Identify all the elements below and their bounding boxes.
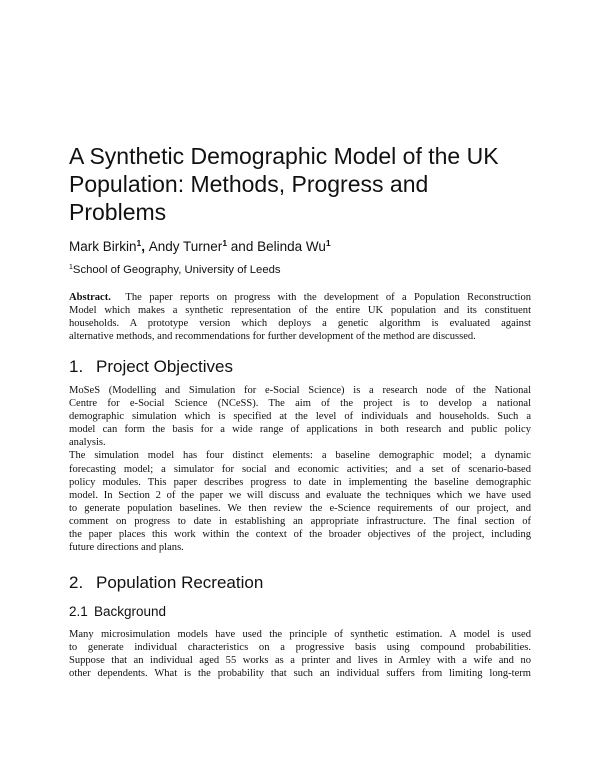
body-line: to generate population baselines. We then review the e-Science requirements of our project, and (69, 502, 531, 514)
paper-title (69, 142, 539, 226)
abstract-line (69, 291, 531, 304)
section-number: 2. (69, 573, 84, 592)
body-line: model. In Section 2 of the paper we will discuss and evaluate the techniques which we have used (69, 489, 531, 501)
author-name: Andy Turner (148, 239, 223, 254)
body-line: future directions and plans. (69, 542, 184, 554)
author-separator: and (227, 239, 258, 254)
abstract-text: The paper reports on progress with the development of a Population Reconstruction (110, 292, 531, 303)
section-title: Population Recreation (96, 573, 264, 592)
body-line: analysis. (69, 437, 106, 449)
author-list (69, 238, 331, 256)
affiliation (69, 263, 281, 277)
affiliation-marker: 1 (69, 264, 73, 271)
author-separator: , (141, 239, 149, 254)
affiliation-marker: 1 (222, 238, 228, 248)
abstract-line: Model which makes a synthetic representation of the entire UK population and its constituent (69, 305, 531, 317)
body-line: MoSeS (Modelling and Simulation for e-Social Science) is a research node of the National (69, 385, 531, 396)
author-name: Belinda Wu (257, 239, 326, 254)
abstract-label: Abstract. (69, 292, 111, 303)
section-heading (69, 357, 233, 377)
abstract (69, 291, 531, 343)
section-number: 1. (69, 357, 84, 376)
abstract-line: households. A prototype version which deploys a genetic algorithm is evaluated against (69, 318, 531, 330)
body-line: policy modules. This paper describes progress to date in implementing the baseline demographic (69, 476, 531, 488)
body-line: forecasting model; a simulator for social and economic activities; and a set of scenario-based (69, 463, 531, 475)
subsection-body (69, 628, 531, 680)
subsection-heading (69, 604, 166, 620)
title-line: Population: Methods, Progress and (69, 171, 429, 197)
body-line: demographic simulation which is specified at the level of individuals and households. Such a (69, 411, 531, 423)
body-line: Centre for e-Social Science (NCeSS). The aim of the project is to develop a national (69, 398, 531, 410)
section-heading (69, 573, 263, 593)
body-line: model can form the basis for a wide range of applications in both research and public policy (69, 424, 531, 436)
affiliation-marker: 1 (325, 238, 331, 248)
body-line: The simulation model has four distinct elements: a baseline demographic model; a dynamic (69, 450, 531, 462)
section-title: Project Objectives (96, 357, 233, 376)
affiliation-marker: 1 (136, 238, 142, 248)
body-line: other dependents. What is the probability that such an individual suffers from limiting long-term (69, 668, 531, 680)
abstract-line: alternative methods, and recommendations for further development of the method are discussed. (69, 331, 476, 343)
title-line: Problems (69, 199, 167, 225)
title-line: A Synthetic Demographic Model of the UK (69, 143, 499, 169)
body-line: Many microsimulation models have used the principle of synthetic estimation. A model is used (69, 629, 531, 640)
subsection-number: 2.1 (69, 604, 88, 619)
subsection-title: Background (94, 604, 167, 619)
body-line: to generate individual characteristics on a progressive basis using compound probabilities. (69, 642, 531, 654)
author-name: Mark Birkin (69, 239, 137, 254)
section-body (69, 384, 531, 554)
body-line: Suppose that an individual aged 55 works as a printer and lives in Armley with a wife and no (69, 655, 531, 667)
body-line: the paper places this work within the context of the broader objectives of the project, including (69, 529, 531, 541)
body-line: comment on progress to date in establishing an appropriate infrastructure. The final section of (69, 515, 531, 527)
affiliation-text: School of Geography, University of Leeds (72, 264, 281, 276)
